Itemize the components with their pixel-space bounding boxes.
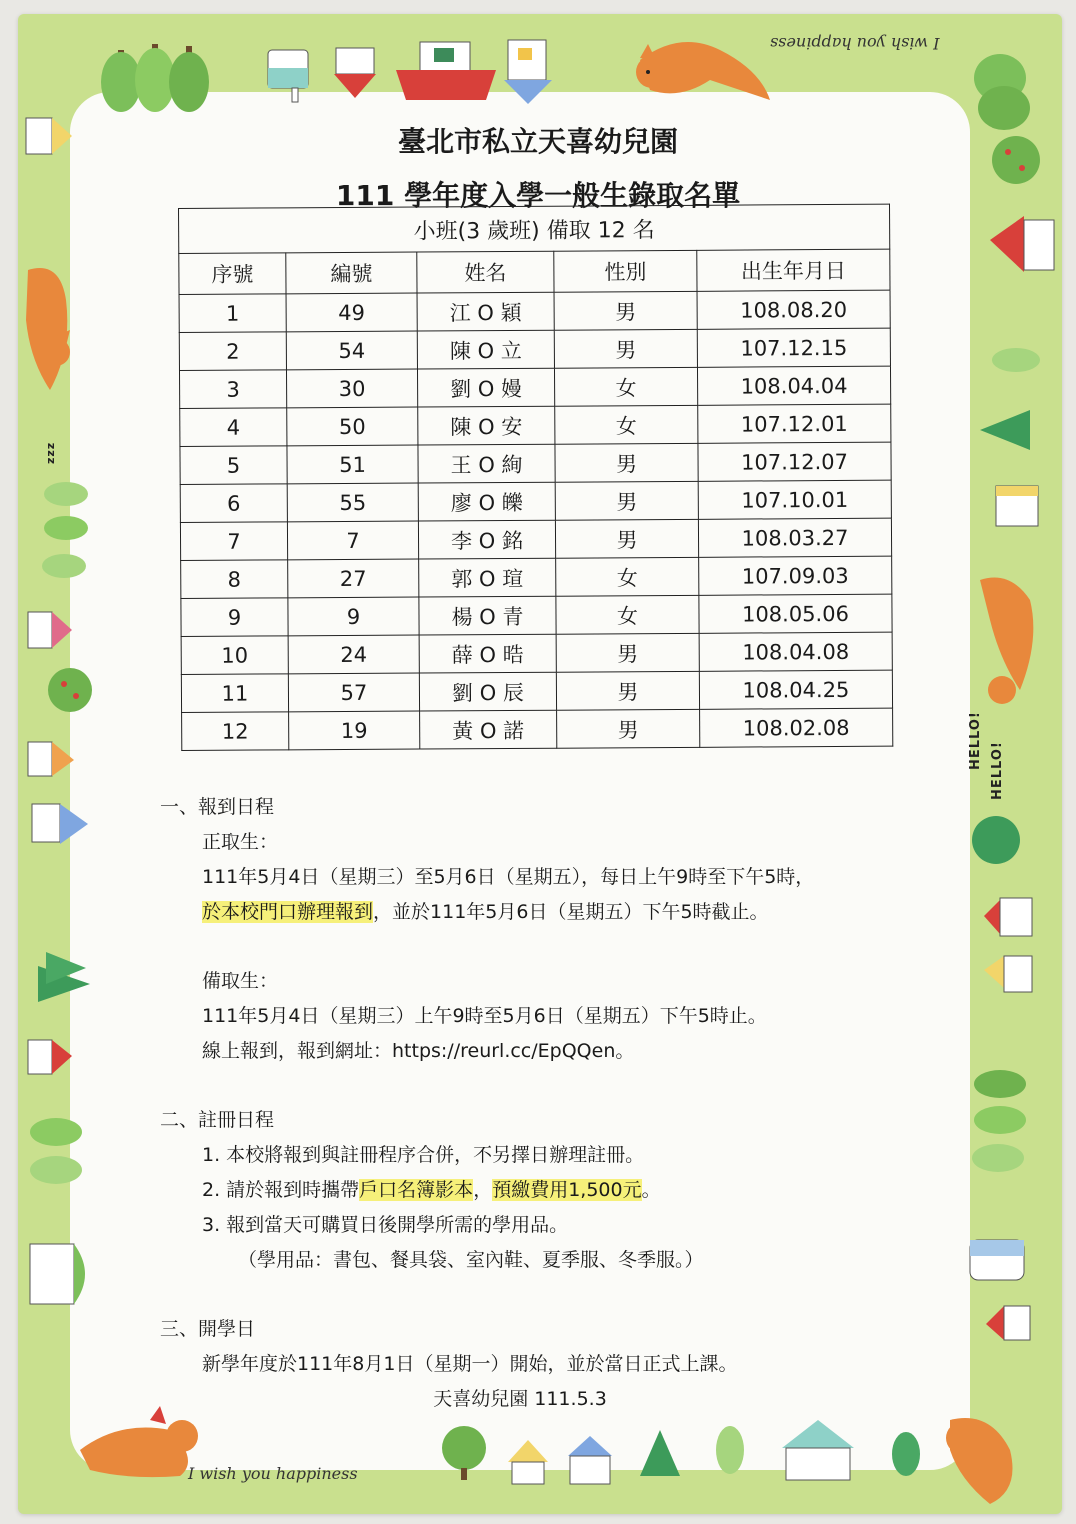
cell-seq: 11 — [181, 674, 288, 713]
cell-gender: 男 — [554, 291, 697, 330]
tree-icon — [974, 54, 1030, 130]
highlight-household-copy: 戶口名簿影本 — [359, 1179, 474, 1201]
house-icon — [970, 1240, 1024, 1280]
cell-seq: 1 — [179, 294, 286, 333]
house-icon — [334, 48, 376, 98]
tree-icon — [892, 1432, 920, 1476]
regular-label: 正取生： — [202, 831, 279, 853]
tree-icon — [716, 1426, 744, 1474]
cell-name: 劉 O 辰 — [419, 672, 556, 711]
table-row — [179, 290, 890, 332]
cell-id: 57 — [288, 673, 419, 712]
fox-icon — [980, 578, 1033, 705]
registration-supplies-note: （學用品：書包、餐具袋、室內鞋、夏季服、冬季服。） — [238, 1249, 704, 1271]
section-heading-checkin: 一、報到日程 — [160, 796, 275, 818]
hello-text-2: HELLO! — [990, 741, 1005, 800]
house-icon — [504, 40, 552, 104]
section-heading-start: 三、開學日 — [160, 1318, 256, 1340]
tree-icon — [135, 44, 175, 112]
col-header-id: 編號 — [286, 252, 417, 294]
school-start-line: 新學年度於111年8月1日（星期一）開始，並於當日正式上課。 — [202, 1353, 738, 1375]
table-row — [180, 404, 891, 446]
cell-seq: 10 — [181, 636, 288, 675]
cell-id: 7 — [287, 521, 418, 560]
cell-id: 9 — [288, 597, 419, 636]
cell-name: 薛 O 晧 — [419, 634, 556, 673]
hello-text-1: HELLO! — [968, 711, 983, 770]
cell-birthdate: 107.12.07 — [698, 442, 891, 481]
cell-birthdate: 108.02.08 — [700, 708, 893, 747]
cell-birthdate: 108.04.25 — [699, 670, 892, 709]
cell-gender: 男 — [555, 443, 698, 482]
cell-id: 49 — [286, 293, 417, 332]
cell-birthdate: 108.03.27 — [698, 518, 891, 557]
cell-gender: 男 — [554, 329, 697, 368]
cell-gender: 女 — [556, 557, 699, 596]
cell-name: 王 O 絢 — [418, 444, 555, 483]
house-icon — [32, 804, 88, 844]
table-row — [179, 328, 890, 370]
tree-icon — [640, 1430, 680, 1476]
cell-gender: 男 — [556, 633, 699, 672]
cell-id: 50 — [287, 407, 418, 446]
cell-gender: 男 — [555, 519, 698, 558]
col-header-gender: 性別 — [554, 250, 697, 292]
house-icon — [268, 50, 308, 102]
cell-name: 廖 O 皪 — [418, 482, 555, 521]
house-icon — [996, 486, 1038, 526]
list-title: 111 學年度入學一般生錄取名單 — [335, 179, 741, 212]
cell-seq: 7 — [180, 522, 287, 561]
cell-name: 李 O 銘 — [418, 520, 555, 559]
table-row — [180, 518, 891, 560]
signature: 天喜幼兒園 111.5.3 — [433, 1388, 607, 1410]
table-row — [179, 366, 890, 408]
cell-gender: 女 — [556, 595, 699, 634]
highlight-prepay-fee: 預繳費用1,500元 — [492, 1179, 642, 1201]
tree-icon — [38, 952, 90, 1002]
cell-seq: 2 — [179, 332, 286, 371]
house-icon — [30, 1244, 85, 1304]
cell-seq: 6 — [180, 484, 287, 523]
cell-name: 江 O 穎 — [417, 292, 554, 331]
tree-icon — [972, 1070, 1026, 1172]
col-header-birthdate: 出生年月日 — [697, 249, 890, 291]
registration-item-2 — [160, 1173, 920, 1208]
table-row — [181, 556, 892, 598]
house-icon — [990, 216, 1054, 272]
house-icon — [28, 1040, 72, 1074]
table-row — [182, 708, 893, 750]
cell-id: 24 — [288, 635, 419, 674]
house-icon — [986, 1306, 1030, 1340]
cell-seq: 5 — [180, 446, 287, 485]
highlight-gate-checkin: 於本校門口辦理報到 — [202, 901, 374, 923]
notes-section — [160, 790, 920, 1417]
regular-schedule-line2 — [160, 895, 920, 930]
item2-suffix: 。 — [641, 1179, 661, 1201]
waitlist-schedule-line1: 111年5月4日（星期三）上午9時至5月6日（星期五）下午5時止。 — [202, 1005, 767, 1027]
house-icon — [568, 1436, 612, 1484]
cell-birthdate: 107.10.01 — [698, 480, 891, 519]
cell-name: 陳 O 安 — [418, 406, 555, 445]
tree-icon — [972, 816, 1020, 864]
cell-gender: 男 — [557, 709, 700, 748]
cell-seq: 12 — [182, 712, 289, 751]
border-script-bottom: I wish you happiness — [188, 1464, 358, 1483]
house-icon — [984, 956, 1032, 992]
cell-birthdate: 108.04.04 — [697, 366, 890, 405]
cell-gender: 女 — [554, 367, 697, 406]
tree-icon — [442, 1426, 486, 1480]
registration-item-1: 1. 本校將報到與註冊程序合併，不另擇日辦理註冊。 — [202, 1144, 645, 1166]
cell-id: 54 — [286, 331, 417, 370]
registration-item-3: 3. 報到當天可購買日後開學所需的學用品。 — [202, 1214, 569, 1236]
cell-id: 19 — [289, 711, 420, 750]
table-caption: 小班(3 歲班) 備取 12 名 — [179, 204, 890, 253]
house-icon — [28, 612, 72, 648]
cell-name: 劉 O 嫚 — [417, 368, 554, 407]
house-icon — [28, 742, 74, 776]
table-row — [180, 480, 891, 522]
fox-icon — [636, 42, 770, 100]
table-row — [181, 594, 892, 636]
cell-gender: 男 — [555, 481, 698, 520]
cell-id: 30 — [286, 369, 417, 408]
waitlist-online-url[interactable]: 線上報到，報到網址：https://reurl.cc/EpQQen。 — [202, 1040, 635, 1062]
col-header-name: 姓名 — [417, 251, 554, 293]
zzz-text: zzz — [44, 441, 57, 464]
table-header-row — [179, 249, 890, 294]
table-row — [181, 670, 892, 712]
tree-icon — [980, 410, 1030, 450]
cell-birthdate: 108.08.20 — [697, 290, 890, 329]
cell-name: 郭 O 瑄 — [419, 558, 556, 597]
section-heading-registration: 二、註冊日程 — [160, 1109, 275, 1131]
house-icon — [508, 1440, 548, 1484]
regular-schedule-line1: 111年5月4日（星期三）至5月6日（星期五），每日上午9時至下午5時， — [202, 866, 815, 888]
waitlist-label: 備取生： — [202, 970, 279, 992]
cell-seq: 8 — [181, 560, 288, 599]
cell-gender: 女 — [555, 405, 698, 444]
cell-id: 55 — [287, 483, 418, 522]
cell-seq: 9 — [181, 598, 288, 637]
cell-birthdate: 108.04.08 — [699, 632, 892, 671]
cell-id: 27 — [288, 559, 419, 598]
admission-table — [178, 204, 893, 751]
house-icon — [396, 42, 496, 100]
tree-icon — [48, 668, 92, 712]
regular-deadline: ，並於111年5月6日（星期五）下午5時截止。 — [373, 901, 769, 923]
tree-icon — [169, 46, 209, 112]
cell-name: 黃 O 諾 — [420, 710, 557, 749]
school-name: 臺北市私立天喜幼兒園 — [397, 125, 678, 158]
cell-birthdate: 108.05.06 — [699, 594, 892, 633]
cell-id: 51 — [287, 445, 418, 484]
tree-icon — [42, 482, 88, 578]
col-header-seq: 序號 — [179, 253, 286, 295]
cell-seq: 4 — [180, 408, 287, 447]
cell-birthdate: 107.12.01 — [698, 404, 891, 443]
tree-icon — [992, 348, 1040, 372]
border-script-top: I wish you happiness — [770, 34, 940, 53]
fox-icon — [26, 268, 70, 390]
tree-icon — [30, 1118, 82, 1184]
table-row — [181, 632, 892, 674]
cell-seq: 3 — [179, 370, 286, 409]
item2-prefix: 2. 請於報到時攜帶 — [202, 1179, 360, 1201]
house-icon — [984, 898, 1032, 936]
cell-birthdate: 107.12.15 — [697, 328, 890, 367]
cell-name: 楊 O 青 — [419, 596, 556, 635]
fox-icon — [946, 1418, 1013, 1504]
house-icon — [782, 1420, 854, 1480]
cell-gender: 男 — [556, 671, 699, 710]
cell-birthdate: 107.09.03 — [699, 556, 892, 595]
cell-name: 陳 O 立 — [417, 330, 554, 369]
table-row — [180, 442, 891, 484]
item2-sep: ， — [473, 1179, 493, 1201]
tree-icon — [101, 50, 141, 112]
